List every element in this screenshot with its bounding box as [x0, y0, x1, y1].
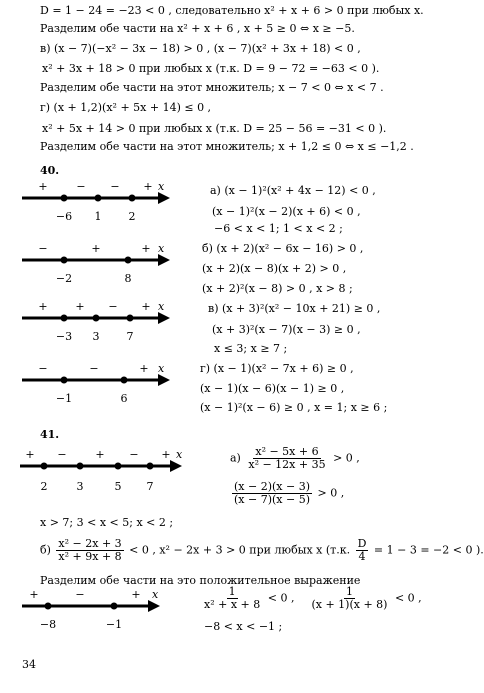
denominator: x² − 12x + 35 — [248, 458, 326, 471]
fraction — [356, 538, 369, 563]
text-line: D = 1 − 24 = −23 < 0 , следовательно x² + x + 6 > 0 при любых x. — [40, 4, 424, 17]
numerator: x² − 2x + 3 — [58, 537, 122, 550]
sign: + — [95, 448, 105, 461]
part-label: б) — [40, 543, 51, 557]
sign: − — [108, 300, 118, 313]
problem-number: 40. — [40, 164, 60, 177]
solution-line: а) (x − 1)²(x² + 4x − 12) < 0 , — [210, 184, 376, 197]
fraction — [202, 586, 262, 611]
solution-line: (x − 1)²(x − 6) ≥ 0 , x = 1; x ≥ 6 ; — [200, 401, 388, 414]
point-label: 2 — [40, 480, 48, 493]
number-line — [16, 446, 192, 492]
number-line — [18, 240, 178, 284]
point-label: 7 — [146, 480, 154, 493]
text-line: г) (x + 1,2)(x² + 5x + 14) ≤ 0 , — [40, 101, 212, 114]
text: < 0 , x² − 2x + 3 > 0 при любых x (т.к. — [129, 543, 351, 557]
sign: + — [91, 242, 101, 255]
text-line: x² + 5x + 14 > 0 при любых x (т.к. D = 25 − 56 = −31 < 0 ). — [42, 122, 387, 135]
sign: + — [131, 588, 141, 601]
sign: − — [110, 180, 120, 193]
text: = 1 − 3 = −2 < 0 ). — [373, 543, 484, 557]
text-line: в) (x − 7)(−x² − 3x − 18) > 0 , (x − 7)(x² + 3x + 18) < 0 , — [40, 42, 361, 55]
sign: − — [89, 362, 99, 375]
fraction-line — [230, 481, 344, 506]
sign: − — [75, 588, 85, 601]
numerator: (x − 2)(x − 3) — [234, 480, 310, 493]
fraction — [309, 586, 389, 611]
denominator: x² + x + 8 — [204, 598, 261, 611]
solution-line: (x + 2)²(x − 8) > 0 , x > 8 ; — [202, 282, 353, 295]
axis-var: x — [176, 448, 183, 461]
solution-line: (x − 1)(x − 6)(x − 1) ≥ 0 , — [200, 382, 345, 395]
point-label: −1 — [105, 618, 123, 631]
relation: > 0 , — [317, 486, 345, 500]
point-label: −3 — [55, 330, 73, 343]
sign: − — [76, 180, 86, 193]
number-line — [18, 360, 178, 404]
fraction-line — [200, 586, 422, 611]
solution-line: б) (x + 2)(x² − 6x − 16) > 0 , — [202, 242, 364, 255]
numerator: 1 — [345, 585, 353, 598]
point-label: −6 — [55, 210, 73, 223]
solution-line: в) (x + 3)²(x² − 10x + 21) ≥ 0 , — [208, 302, 381, 315]
point-label: 7 — [126, 330, 134, 343]
axis-var: x — [152, 588, 159, 601]
axis-var: x — [158, 300, 165, 313]
sign: + — [38, 300, 48, 313]
solution-line: (x + 3)²(x − 7)(x − 3) ≥ 0 , — [212, 323, 361, 336]
sign: + — [38, 180, 48, 193]
text-line: x² + 3x + 18 > 0 при любых x (т.к. D = 9 − 72 = −63 < 0 ). — [42, 62, 380, 75]
axis-var: x — [158, 362, 165, 375]
solution-line: (x + 2)(x − 8)(x + 2) > 0 , — [202, 262, 347, 275]
sign: + — [29, 588, 39, 601]
problem-number: 41. — [40, 428, 60, 441]
denominator: (x + 1)(x + 8) — [311, 598, 388, 611]
sign: + — [141, 242, 151, 255]
text-line: Разделим обе части на x² + x + 6 , x + 5 ≥ 0 ⇔ x ≥ −5. — [40, 22, 355, 35]
point-label: 8 — [124, 272, 132, 285]
solution-line: (x − 1)²(x − 2)(x + 6) < 0 , — [212, 205, 361, 218]
denominator: x² + 9x + 8 — [58, 550, 122, 563]
point-label: 2 — [128, 210, 136, 223]
point-label: −2 — [55, 272, 73, 285]
numerator: x² − 5x + 6 — [255, 445, 319, 458]
sign: + — [161, 448, 171, 461]
relation: < 0 , — [394, 591, 422, 605]
point-label: 5 — [114, 480, 122, 493]
number-line — [18, 178, 178, 222]
numerator: D — [357, 537, 367, 550]
sign: + — [143, 180, 153, 193]
axis-var: x — [158, 242, 165, 255]
page-number: 34 — [22, 658, 36, 671]
relation: < 0 , — [267, 591, 295, 605]
text-line: Разделим обе части на этот множитель; x − 7 < 0 ⇔ x < 7 . — [40, 81, 384, 94]
number-line — [18, 298, 178, 342]
fraction-line — [230, 446, 360, 471]
part-label: а) — [230, 451, 241, 465]
point-label: 3 — [92, 330, 100, 343]
relation: > 0 , — [333, 451, 360, 465]
solution-line: x ≤ 3; x ≥ 7 ; — [214, 342, 288, 355]
text-line: Разделим обе части на этот множитель; x + 1,2 ≤ 0 ⇔ x ≤ −1,2 . — [40, 140, 414, 153]
text-line: Разделим обе части на это положительное выражение — [40, 574, 361, 587]
fraction — [56, 538, 123, 563]
sign: − — [129, 448, 139, 461]
fraction-line — [40, 538, 484, 563]
sign: + — [141, 300, 151, 313]
denominator: 4 — [358, 550, 366, 563]
number-line — [18, 586, 168, 632]
point-label: −1 — [55, 392, 73, 405]
axis-var: x — [158, 180, 165, 193]
point-label: 3 — [76, 480, 84, 493]
point-label: 6 — [120, 392, 128, 405]
fraction — [232, 481, 312, 506]
sign: − — [38, 362, 48, 375]
numerator: 1 — [228, 585, 236, 598]
point-label: −8 — [39, 618, 57, 631]
fraction — [246, 446, 327, 471]
denominator: (x − 7)(x − 5) — [234, 493, 310, 506]
sign: + — [75, 300, 85, 313]
sign: − — [38, 242, 48, 255]
solution-line: −6 < x < 1; 1 < x < 2 ; — [214, 222, 343, 235]
sign: + — [25, 448, 35, 461]
point-label: 1 — [94, 210, 102, 223]
sign: + — [139, 362, 149, 375]
solution-line: −8 < x < −1 ; — [204, 620, 283, 633]
solution-line: г) (x − 1)(x² − 7x + 6) ≥ 0 , — [200, 362, 354, 375]
sign: − — [57, 448, 67, 461]
solution-line: x > 7; 3 < x < 5; x < 2 ; — [40, 516, 174, 529]
